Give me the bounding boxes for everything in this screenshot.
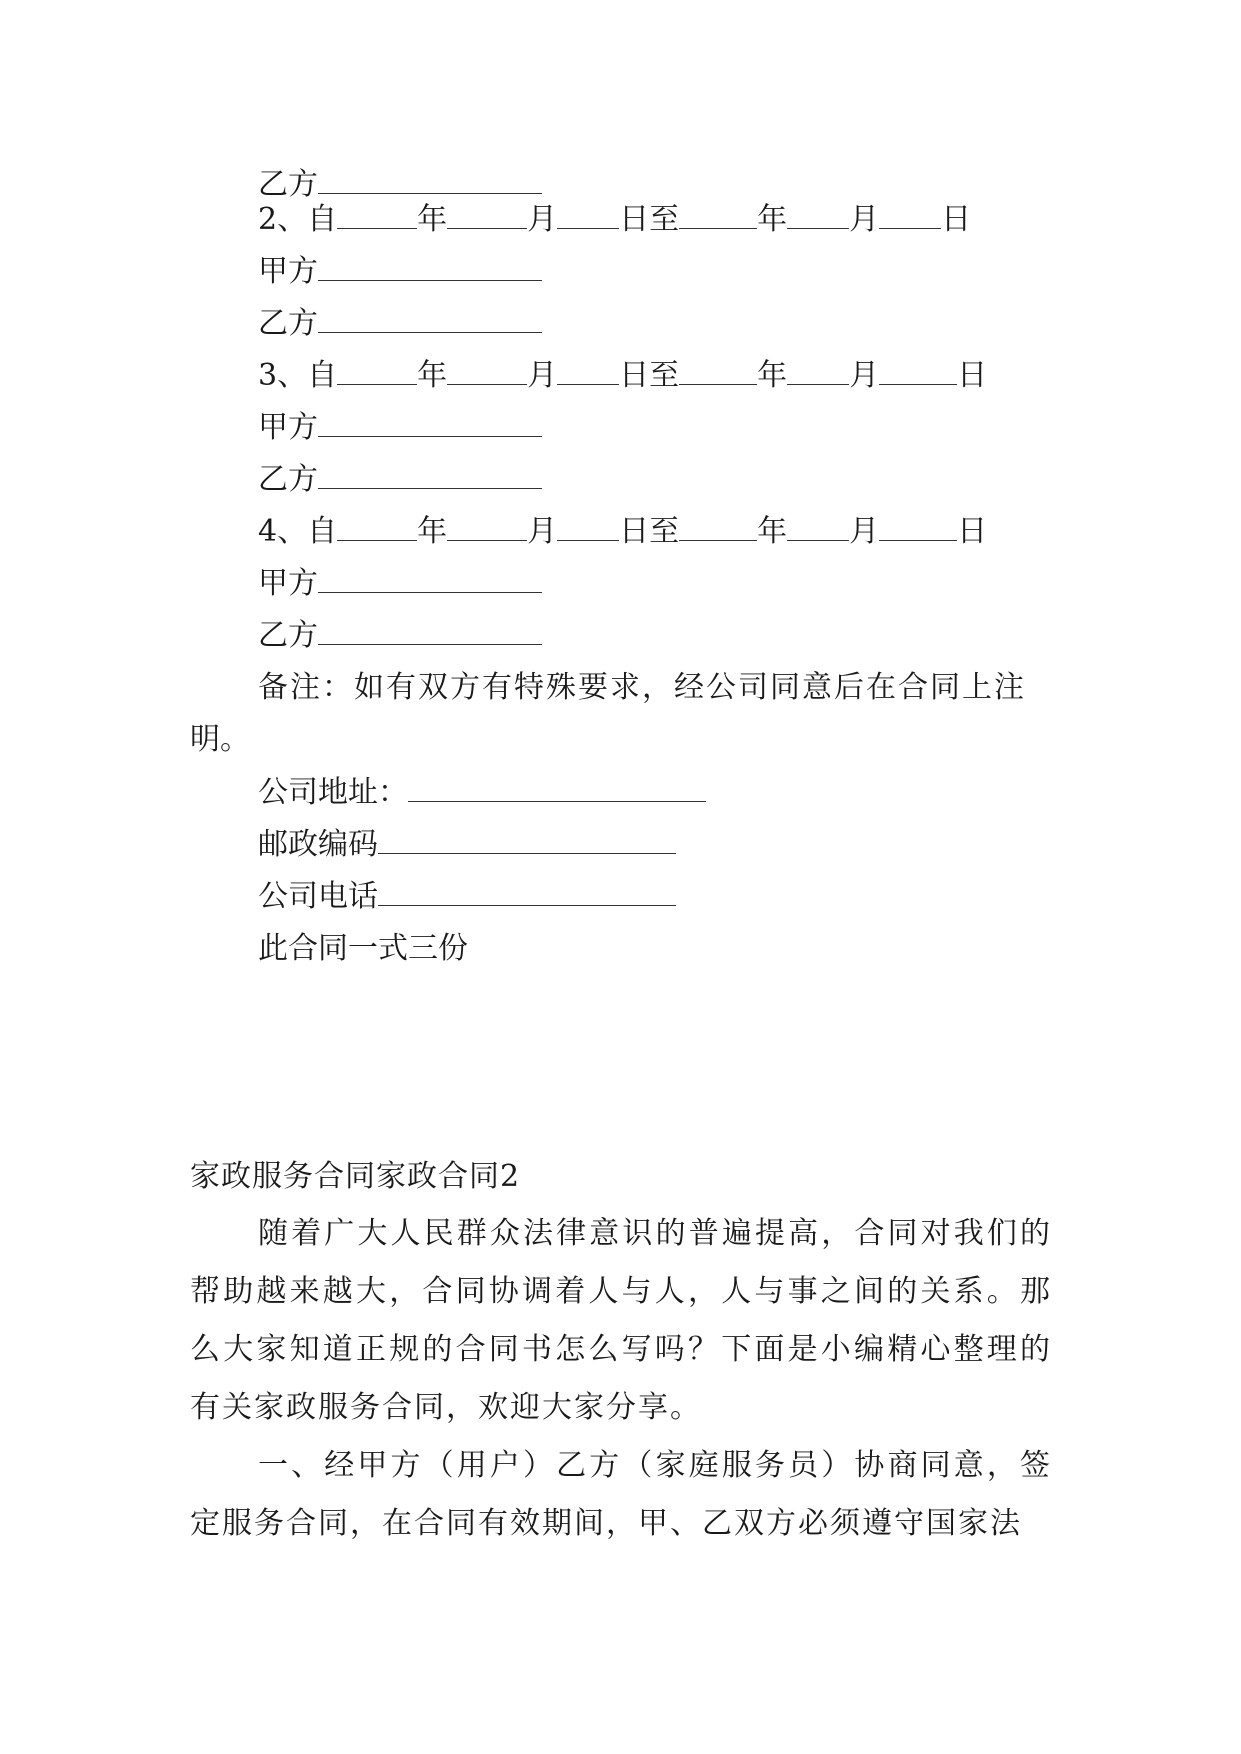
party-a-label: 甲方 — [258, 254, 318, 289]
party-b-line — [258, 616, 542, 656]
month-label: 月 — [849, 202, 880, 237]
party-a-label: 甲方 — [258, 566, 318, 601]
party-a-line — [258, 564, 542, 604]
party-b-line — [258, 165, 542, 205]
year-blank — [679, 358, 757, 385]
month-blank — [447, 202, 527, 229]
party-a-blank — [318, 410, 542, 437]
company-phone-label: 公司电话 — [258, 879, 378, 914]
day-to-label: 日至 — [619, 202, 680, 237]
party-b-blank — [318, 618, 542, 645]
from-label: 自 — [307, 514, 338, 549]
party-b-blank — [318, 306, 542, 333]
day-to-label: 日至 — [619, 514, 680, 549]
party-b-blank — [318, 167, 542, 194]
company-phone-line — [258, 877, 676, 917]
period-2-line — [258, 200, 971, 240]
section-title: 家政服务合同家政合同2 — [190, 1159, 521, 1194]
month-label: 月 — [527, 202, 558, 237]
party-b-blank — [318, 462, 542, 489]
day-blank — [557, 358, 619, 385]
party-b-line — [258, 304, 542, 344]
note-line-1: 备注：如有双方有特殊要求，经公司同意后在合同上注 — [258, 670, 1026, 705]
period-3-line — [258, 356, 987, 396]
company-address-line — [258, 773, 706, 813]
year-label: 年 — [757, 202, 788, 237]
month-label: 月 — [527, 514, 558, 549]
party-b-line — [258, 460, 542, 500]
day-blank — [557, 202, 619, 229]
month-blank — [787, 358, 849, 385]
company-address-label: 公司地址： — [258, 775, 408, 810]
period-4-line — [258, 512, 987, 552]
month-label: 月 — [849, 358, 880, 393]
party-b-label: 乙方 — [258, 306, 318, 341]
year-label: 年 — [417, 202, 448, 237]
year-label: 年 — [757, 358, 788, 393]
day-label: 日 — [957, 514, 988, 549]
party-b-label: 乙方 — [258, 462, 318, 497]
day-label: 日 — [957, 358, 988, 393]
month-blank — [447, 514, 527, 541]
year-blank — [679, 202, 757, 229]
period-number: 3、 — [258, 358, 308, 393]
year-label: 年 — [757, 514, 788, 549]
party-a-line — [258, 408, 542, 448]
year-label: 年 — [417, 514, 448, 549]
day-blank — [879, 202, 941, 229]
year-blank — [337, 358, 417, 385]
month-blank — [787, 202, 849, 229]
postcode-blank — [378, 827, 676, 854]
from-label: 自 — [307, 358, 338, 393]
day-blank — [879, 358, 957, 385]
year-blank — [337, 514, 417, 541]
party-b-label: 乙方 — [258, 167, 318, 202]
day-label: 日 — [941, 202, 972, 237]
month-blank — [787, 514, 849, 541]
day-blank — [557, 514, 619, 541]
month-label: 月 — [527, 358, 558, 393]
day-to-label: 日至 — [619, 358, 680, 393]
clause-one-paragraph: 一、经甲方（用户）乙方（家庭服务员）协商同意，签定服务合同，在合同有效期间，甲、乙双方必须遵守国家法 — [190, 1448, 1052, 1541]
from-label: 自 — [307, 202, 338, 237]
company-phone-blank — [378, 879, 676, 906]
year-label: 年 — [417, 358, 448, 393]
postcode-label: 邮政编码 — [258, 827, 378, 862]
intro-paragraph: 随着广大人民群众法律意识的普遍提高，合同对我们的帮助越来越大，合同协调着人与人，人与事之间的关系。那么大家知道正规的合同书怎么写吗？下面是小编精心整理的有关家政服务合同，欢迎大家分享。 — [190, 1216, 1052, 1425]
postcode-line — [258, 825, 676, 865]
day-blank — [879, 514, 957, 541]
month-label: 月 — [849, 514, 880, 549]
company-address-blank — [408, 775, 706, 802]
period-number: 4、 — [258, 514, 308, 549]
party-a-label: 甲方 — [258, 410, 318, 445]
copies-note: 此合同一式三份 — [258, 931, 468, 966]
note-line-2: 明。 — [190, 722, 250, 757]
month-blank — [447, 358, 527, 385]
party-b-label: 乙方 — [258, 618, 318, 653]
period-number: 2、 — [258, 202, 308, 237]
year-blank — [337, 202, 417, 229]
party-a-line — [258, 252, 542, 292]
party-a-blank — [318, 566, 542, 593]
year-blank — [679, 514, 757, 541]
party-a-blank — [318, 254, 542, 281]
